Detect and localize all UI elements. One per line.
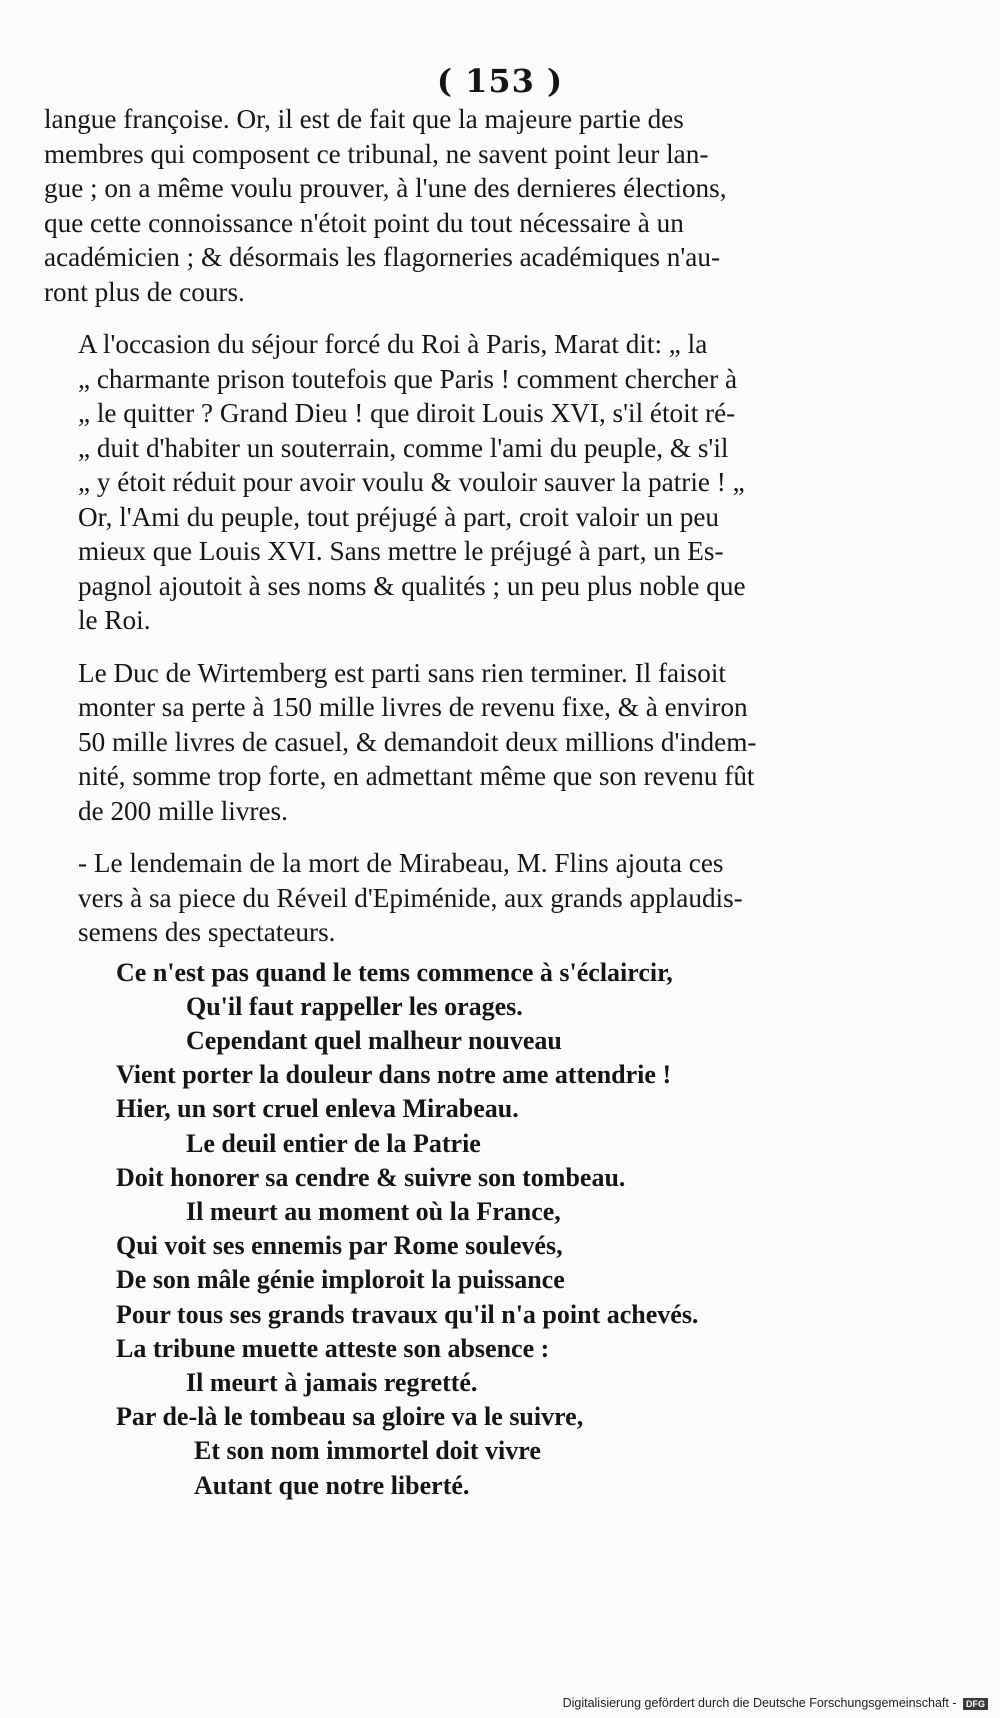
text-line: langue françoise. Or, il est de fait que la majeure partie des	[44, 104, 684, 134]
poem-line: Qu'il faut rappeller les orages.	[186, 991, 523, 1021]
text-line: A l'occasion du séjour forcé du Roi à Paris, Marat dit: „ la	[78, 329, 708, 359]
text-line: que cette connoissance n'étoit point du tout nécessaire à un	[44, 207, 684, 238]
poem-line: Qui voit ses ennemis par Rome soulevés,	[116, 1231, 563, 1261]
text-line: - Le lendemain de la mort de Mirabeau, M. Flins ajouta ces	[78, 848, 724, 878]
paragraph	[44, 102, 910, 309]
text-line: de 200 mille livres.	[78, 795, 288, 826]
poem-line: Pour tous ses grands travaux qu'il n'a point achevés.	[116, 1299, 699, 1329]
poem	[44, 956, 910, 1503]
text-line: membres qui composent ce tribunal, ne savent point leur lan-	[44, 138, 709, 169]
body-text	[44, 102, 910, 1503]
text-line: 50 mille livres de casuel, & demandoit deux millions d'indem-	[78, 726, 757, 757]
poem-line: Ce n'est pas quand le tems commence à s'éclaircir,	[116, 957, 673, 987]
poem-line: Hier, un sort cruel enleva Mirabeau.	[116, 1094, 519, 1124]
poem-line: Vient porter la douleur dans notre ame attendrie !	[116, 1060, 672, 1090]
text-line: le Roi.	[78, 605, 151, 635]
text-line: académicien ; & désormais les flagorneries académiques n'au-	[44, 242, 720, 272]
text-line: ront plus de cours.	[44, 276, 245, 307]
page-number: ( 153 )	[436, 62, 564, 100]
poem-line: Et son nom immortel doit vivre	[194, 1436, 541, 1466]
text-line: „ le quitter ? Grand Dieu ! que diroit Louis XVI, s'il étoit ré-	[78, 398, 736, 428]
text-line: vers à sa piece du Réveil d'Epiménide, aux grands applaudis-	[78, 882, 743, 913]
text-line: „ charmante prison toutefois que Paris ! comment chercher à	[78, 363, 738, 394]
dfg-logo: DFG	[963, 1698, 988, 1710]
poem-line: De son mâle génie imploroit la puissance	[116, 1265, 565, 1295]
poem-line: Par de-là le tombeau sa gloire va le suivre,	[116, 1402, 584, 1432]
text-line: mieux que Louis XVI. Sans mettre le préjugé à part, un Es-	[78, 536, 724, 566]
text-line: monter sa perte à 150 mille livres de revenu fixe, & à environ	[78, 692, 748, 722]
text-line: „ duit d'habiter un souterrain, comme l'ami du peuple, & s'il	[78, 432, 729, 463]
text-line: „ y étoit réduit pour avoir voulu & vouloir sauver la patrie ! „	[78, 467, 745, 497]
poem-line: Il meurt à jamais regretté.	[186, 1367, 478, 1397]
paragraph	[44, 656, 910, 829]
text-line: semens des spectateurs.	[78, 917, 336, 947]
paragraph	[44, 327, 910, 638]
text-line: Or, l'Ami du peuple, tout préjugé à part, croit valoir un peu	[78, 501, 720, 532]
poem-line: Il meurt au moment où la France,	[186, 1196, 561, 1226]
digitization-credit	[563, 1696, 988, 1710]
digitization-credit-text: Digitalisierung gefördert durch die Deutsche Forschungsgemeinschaft -	[562, 1696, 957, 1710]
text-line: pagnol ajoutoit à ses noms & qualités ; un peu plus noble que	[78, 570, 746, 601]
poem-line: Cependant quel malheur nouveau	[186, 1025, 562, 1055]
poem-line: Le deuil entier de la Patrie	[186, 1128, 481, 1158]
text-line: gue ; on a même voulu prouver, à l'une des dernieres élections,	[44, 173, 727, 203]
text-line: Le Duc de Wirtemberg est parti sans rien terminer. Il faisoit	[78, 657, 726, 688]
text-line: nité, somme trop forte, en admettant même que son revenu fût	[78, 761, 755, 791]
poem-line: Autant que notre liberté.	[194, 1470, 470, 1500]
paragraph	[44, 846, 910, 950]
poem-line: Doit honorer sa cendre & suivre son tombeau.	[116, 1162, 626, 1192]
poem-line: La tribune muette atteste son absence :	[116, 1333, 550, 1363]
